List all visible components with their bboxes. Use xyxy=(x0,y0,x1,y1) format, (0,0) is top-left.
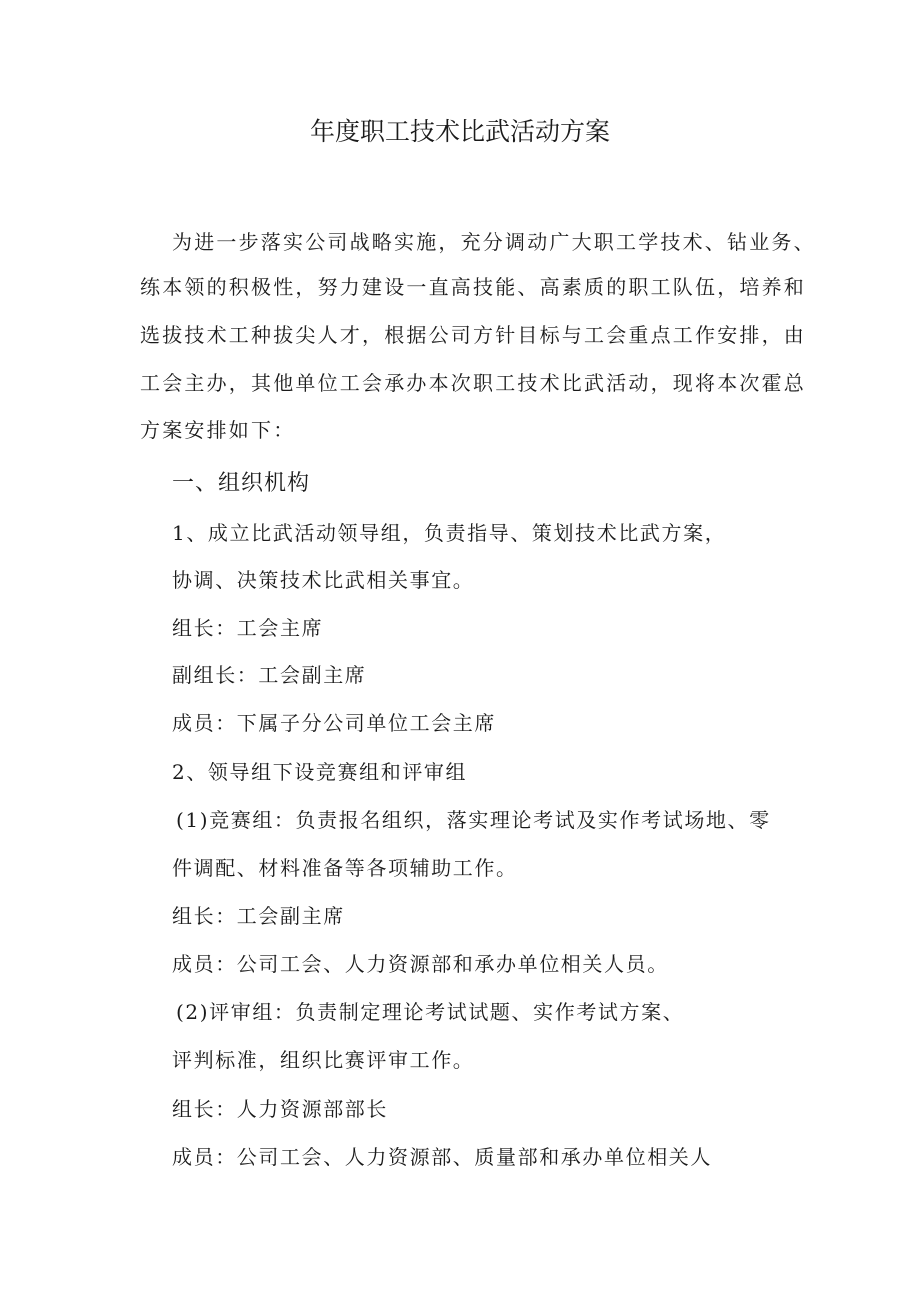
intro-paragraph-line: 方案安排如下： xyxy=(140,418,296,442)
body-line-group-leader: 组长：人力资源部部长 xyxy=(172,1097,388,1121)
intro-paragraph-line: 选拔技术工种拔尖人才，根据公司方针目标与工会重点工作安排，由 xyxy=(140,323,806,347)
body-line-members: 成员：公司工会、人力资源部、质量部和承办单位相关人 xyxy=(172,1145,712,1169)
body-line-subgroups: 2、领导组下设竞赛组和评审组 xyxy=(172,760,468,784)
body-line-group-leader: 组长：工会主席 xyxy=(172,616,324,640)
body-line: 件调配、材料准备等各项辅助工作。 xyxy=(172,856,518,880)
body-line: 评判标准，组织比赛评审工作。 xyxy=(172,1048,475,1072)
body-line-leadership-group: 1、成立比武活动领导组，负责指导、策划技术比武方案， xyxy=(172,521,727,545)
body-line-group-leader: 组长：工会副主席 xyxy=(172,904,345,928)
body-line-deputy-leader: 副组长：工会副主席 xyxy=(172,663,367,687)
section-heading-organization: 一、组织机构 xyxy=(172,471,311,496)
document-title: 年度职工技术比武活动方案 xyxy=(309,117,610,146)
intro-paragraph-line: 工会主办，其他单位工会承办本次职工技术比武活动，现将本次霍总 xyxy=(140,371,806,395)
body-line: 协调、决策技术比武相关事宜。 xyxy=(172,568,475,592)
body-line-competition-group: (1)竞赛组：负责报名组织，落实理论考试及实作考试场地、零 xyxy=(176,808,771,832)
body-line-members: 成员：公司工会、人力资源部和承办单位相关人员。 xyxy=(172,952,669,976)
body-line-members: 成员：下属子分公司单位工会主席 xyxy=(172,711,496,735)
intro-paragraph-line: 为进一步落实公司战略实施，充分调动广大职工学技术、钻业务、 xyxy=(172,230,816,254)
intro-paragraph-line: 练本领的积极性，努力建设一直高技能、高素质的职工队伍，培养和 xyxy=(140,275,806,299)
body-line-review-group: (2)评审组：负责制定理论考试试题、实作考试方案、 xyxy=(176,1000,685,1024)
